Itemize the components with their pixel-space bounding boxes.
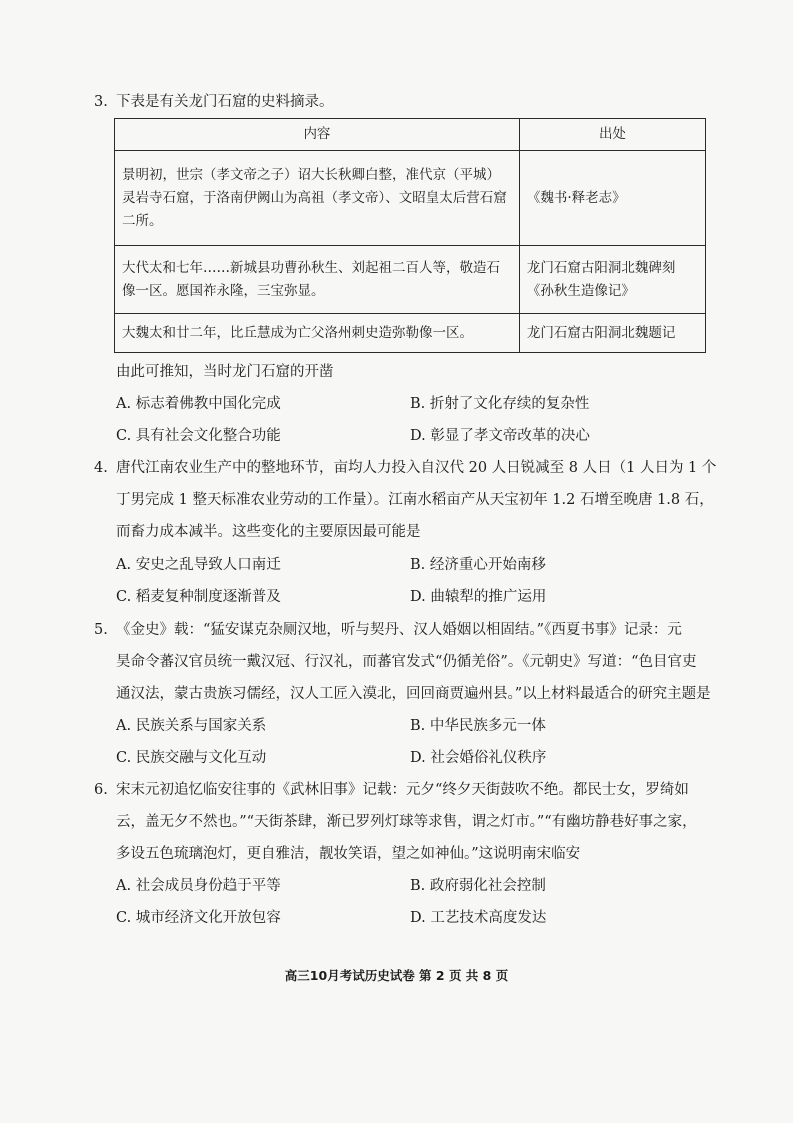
table-header-source: 出处 [519,119,705,151]
table-cell-source: 《魏书·释老志》 [519,151,705,246]
question-3-text: 下表是有关龙门石窟的史料摘录。 [116,94,334,110]
question-6-number: 6. [94,782,108,798]
option-4d[interactable]: D. 曲辕犁的推广运用 [410,589,547,605]
option-5b[interactable]: B. 中华民族多元一体 [410,718,546,734]
question-4-number: 4. [94,460,108,476]
table-row [115,314,706,353]
option-4a[interactable]: A. 安史之乱导致人口南迁 [116,557,281,573]
table-cell-content: 景明初，世宗（孝文帝之子）诏大长秋卿白整，准代京（平城）灵岩寺石窟，于洛南伊阙山为高祖（孝文帝）、文昭皇太后营石窟二所。 [115,151,520,246]
option-3b[interactable]: B. 折射了文化存续的复杂性 [410,396,590,412]
table-header-content: 内容 [115,119,520,151]
question-5-number: 5. [94,622,108,638]
question-5-line-2: 昊命令蕃汉官员统一戴汉冠、行汉礼，而蕃官发式“仍循羌俗”。《元朝史》写道：“色目官吏 [116,654,697,670]
question-5-text-1: 《金史》载：“猛安谋克杂厕汉地，听与契丹、汉人婚姻以相固结。”《西夏书事》记录：元 [116,622,682,638]
option-5a[interactable]: A. 民族关系与国家关系 [116,718,267,734]
table-cell-source: 龙门石窟古阳洞北魏题记 [519,314,705,353]
option-4b[interactable]: B. 经济重心开始南移 [410,557,546,573]
option-4c[interactable]: C. 稻麦复种制度逐渐普及 [116,589,281,605]
option-5d[interactable]: D. 社会婚俗礼仪秩序 [410,750,547,766]
table-header-row [115,119,706,151]
question-4-line-2: 丁男完成 1 整天标准农业劳动的工作量）。江南水稻亩产从天宝初年 1.2 石增至晚唐 1.8 石， [116,492,714,508]
question-6-line-3: 多设五色琉璃泡灯，更自雅洁，靓妆笑语，望之如神仙。”这说明南宋临安 [116,846,581,862]
question-4-text-1: 唐代江南农业生产中的整地环节，亩均人力投入自汉代 20 人日锐减至 8 人日（1 人日为 1 个 [116,460,717,476]
question-5-line-1 [94,618,682,639]
option-6c[interactable]: C. 城市经济文化开放包容 [116,910,281,926]
question-4-line-1 [94,456,716,477]
table-cell-source: 龙门石窟古阳洞北魏碑刻《孙秋生造像记》 [519,246,705,314]
option-6d[interactable]: D. 工艺技术高度发达 [410,910,547,926]
table-row [115,151,706,246]
option-6a[interactable]: A. 社会成员身份趋于平等 [116,878,281,894]
question-6-line-2: 云，盖无夕不然也。”“天街茶肆，渐已罗列灯球等求售，谓之灯市。”“有幽坊静巷好事之家， [116,814,697,830]
option-3a[interactable]: A. 标志着佛教中国化完成 [116,396,281,412]
table-cell-content: 大魏太和廿二年，比丘慧成为亡父洛州刺史造弥勒像一区。 [115,314,520,353]
table-cell-content: 大代太和七年……新城县功曹孙秋生、刘起祖二百人等，敬造石像一区。愿国祚永隆，三宝弥显。 [115,246,520,314]
option-6b[interactable]: B. 政府弱化社会控制 [410,878,546,894]
question-4-line-3: 而畜力成本减半。这些变化的主要原因最可能是 [116,524,421,540]
question-3-number: 3. [94,94,108,110]
table-row [115,246,706,314]
question-3-stem [94,90,334,111]
question-6-text-1: 宋末元初追忆临安往事的《武林旧事》记载：元夕“终夕天街鼓吹不绝。都民士女，罗绮如 [116,782,689,798]
option-3d[interactable]: D. 彰显了孝文帝改革的决心 [410,428,590,444]
question-5-line-3: 通汉法，蒙古贵族习儒经，汉人工匠入漠北，回回商贾遍州县。”以上材料最适合的研究主题是 [116,686,711,702]
page-footer: 高三10月考试历史试卷 第 2 页 共 8 页 [284,968,509,983]
option-5c[interactable]: C. 民族交融与文化互动 [116,750,267,766]
question-6-line-1 [94,778,689,799]
source-table [114,118,706,353]
option-3c[interactable]: C. 具有社会文化整合功能 [116,428,281,444]
question-3-prompt: 由此可推知，当时龙门石窟的开凿 [116,364,334,380]
